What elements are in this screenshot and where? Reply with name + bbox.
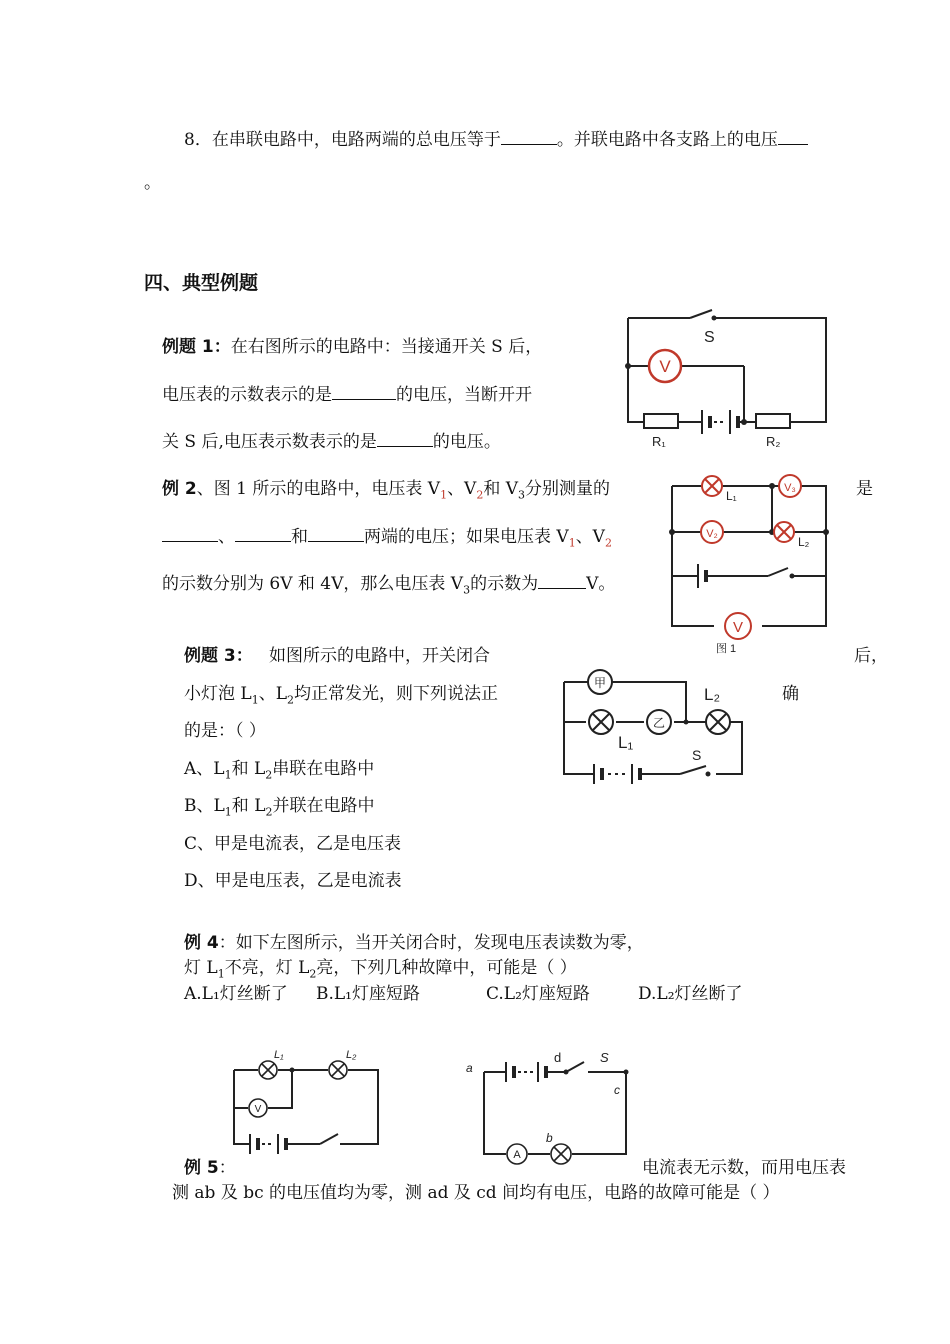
svg-text:L₁: L₁ bbox=[618, 733, 634, 752]
example-2-line-2: 、 和 两端的电压；如果电压表 $V_1$、$V_2$ bbox=[162, 525, 612, 548]
example-3-label: 例题 3： bbox=[184, 646, 253, 666]
example-3-line-2: 小灯泡 $L_1$、$L_2$均正常发光，则下列说法正 bbox=[184, 684, 498, 707]
example-3-line-2-end: 确 bbox=[782, 684, 799, 704]
svg-text:L₁: L₁ bbox=[726, 489, 737, 503]
example-1-line-3: 关 S 后,电压表示数表示的是 的电压。 bbox=[162, 432, 501, 452]
svg-text:R₂: R₂ bbox=[766, 434, 781, 449]
question-8-end: 。 bbox=[144, 173, 161, 193]
example-2-label: 例 2 bbox=[162, 479, 197, 499]
example-4-option-d[interactable]: D.L₂灯丝断了 bbox=[638, 984, 743, 1004]
svg-text:b: b bbox=[546, 1131, 553, 1145]
svg-text:L₁: L₁ bbox=[274, 1049, 284, 1061]
question-8: 8．在串联电路中，电路两端的总电压等于 。并联电路中各支路上的电压 bbox=[184, 128, 808, 151]
answer-blank[interactable] bbox=[308, 525, 364, 542]
example-5-line-1-end: 电流表无示数，而用电压表 bbox=[642, 1158, 846, 1178]
answer-blank[interactable] bbox=[332, 383, 396, 400]
example-5-label: 例 5 bbox=[184, 1158, 219, 1178]
svg-text:V₃: V₃ bbox=[784, 482, 796, 494]
example-4-line-1: 例 4：如下左图所示，当开关闭合时，发现电压表读数为零， bbox=[184, 933, 644, 953]
svg-text:S: S bbox=[704, 329, 715, 346]
svg-text:甲: 甲 bbox=[593, 676, 607, 690]
example-3-line-1: 例题 3： 如图所示的电路中，开关闭合 bbox=[184, 646, 490, 666]
example-2-circuit-diagram bbox=[664, 468, 836, 654]
svg-text:S: S bbox=[600, 1050, 609, 1065]
answer-blank[interactable] bbox=[235, 525, 291, 542]
example-5-line-1: 例 5： bbox=[184, 1158, 236, 1178]
example-1-label: 例题 1： bbox=[162, 337, 231, 357]
example-1-circuit-diagram bbox=[620, 300, 832, 448]
example-5-line-2: 测 ab 及 bc 的电压值均为零，测 ad 及 cd 间均有电压，电路的故障可能是（ ） bbox=[172, 1183, 780, 1203]
svg-text:V: V bbox=[254, 1104, 262, 1115]
example-3-option-a[interactable]: A、$L_1$和 $L_2$串联在电路中 bbox=[184, 759, 375, 782]
example-3-option-c[interactable]: C、甲是电流表，乙是电压表 bbox=[184, 834, 402, 854]
example-3-option-b[interactable]: B、$L_1$和 $L_2$并联在电路中 bbox=[184, 796, 375, 819]
example-2-line-3: 的示数分别为 6V 和 4V，那么电压表 $V_3$的示数为 V。 bbox=[162, 574, 616, 597]
svg-text:乙: 乙 bbox=[652, 716, 666, 730]
answer-blank[interactable] bbox=[162, 525, 218, 542]
example-4-line-2: 灯 $L_1$不亮，灯 $L_2$亮，下列几种故障中，可能是（ ） bbox=[184, 958, 577, 981]
example-2-line-1-end: 是 bbox=[856, 479, 873, 499]
svg-text:V₂: V₂ bbox=[706, 528, 718, 540]
answer-blank[interactable] bbox=[501, 128, 557, 145]
example-3-line-1-end: 后， bbox=[854, 646, 888, 666]
example-4-option-b[interactable]: B.L₁灯座短路 bbox=[316, 984, 421, 1004]
example-4-option-a[interactable]: A.L₁灯丝断了 bbox=[184, 984, 288, 1004]
svg-text:V: V bbox=[659, 357, 671, 376]
svg-text:L₂: L₂ bbox=[346, 1049, 357, 1061]
answer-blank[interactable] bbox=[538, 572, 586, 589]
example-4-option-c[interactable]: C.L₂灯座短路 bbox=[486, 984, 590, 1004]
svg-text:V: V bbox=[732, 619, 744, 636]
svg-text:c: c bbox=[614, 1083, 620, 1097]
example-4-circuit-diagram bbox=[228, 1048, 384, 1160]
svg-text:d: d bbox=[554, 1050, 562, 1065]
example-4-label: 例 4 bbox=[184, 933, 219, 953]
svg-text:R₁: R₁ bbox=[652, 434, 666, 449]
answer-blank[interactable] bbox=[377, 430, 433, 447]
svg-text:L₂: L₂ bbox=[798, 535, 810, 549]
example-1-line-1: 例题 1：在右图所示的电路中：当接通开关 S 后， bbox=[162, 337, 543, 357]
svg-text:a: a bbox=[466, 1061, 473, 1075]
example-5-circuit-diagram bbox=[462, 1048, 634, 1166]
svg-text:图 1: 图 1 bbox=[716, 643, 737, 655]
answer-blank[interactable] bbox=[778, 128, 808, 145]
svg-text:S: S bbox=[692, 747, 702, 763]
example-3-line-3: 的是：（ ） bbox=[184, 721, 266, 741]
example-2-line-1: 例 2、图 1 所示的电路中，电压表 $V_1$、$V_2$和 $V_3$分别测量的 bbox=[162, 479, 611, 502]
example-1-line-2: 电压表的示数表示的是 的电压，当断开开 bbox=[162, 385, 532, 405]
example-3-option-d[interactable]: D、甲是电压表，乙是电流表 bbox=[184, 871, 402, 891]
svg-text:L₂: L₂ bbox=[704, 685, 721, 704]
example-3-circuit-diagram bbox=[556, 662, 748, 798]
svg-text:A: A bbox=[513, 1149, 521, 1161]
section-title: 四、典型例题 bbox=[144, 272, 259, 294]
